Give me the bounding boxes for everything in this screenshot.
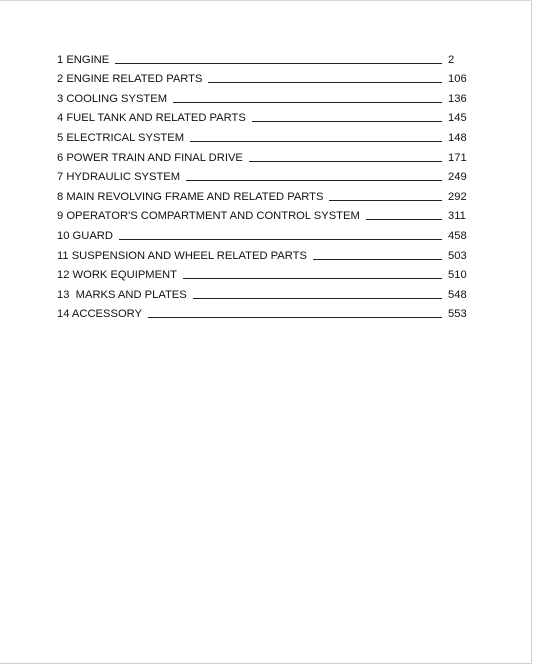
toc-entry-page: 145 <box>448 112 467 125</box>
toc-entry-page: 503 <box>448 249 467 262</box>
toc-entry-operators-compartment[interactable] <box>57 204 468 224</box>
toc-leader-line <box>119 239 442 240</box>
toc-entry-title: 6 POWER TRAIN AND FINAL DRIVE <box>57 151 243 164</box>
toc-leader-line <box>190 141 442 142</box>
toc-leader-line <box>313 259 442 260</box>
toc-leader-line <box>366 219 442 220</box>
toc-leader-line <box>193 298 442 299</box>
toc-entry-page: 292 <box>448 190 467 203</box>
toc-entry-page: 136 <box>448 92 467 105</box>
toc-entry-title: 11 SUSPENSION AND WHEEL RELATED PARTS <box>57 249 307 262</box>
toc-entry-electrical-system[interactable] <box>57 125 468 145</box>
toc-entry-page: 458 <box>448 229 467 242</box>
toc-leader-line <box>183 278 442 279</box>
toc-entry-accessory[interactable] <box>57 302 468 322</box>
toc-entry-title: 2 ENGINE RELATED PARTS <box>57 73 203 86</box>
toc-entry-page: 311 <box>448 210 466 223</box>
toc-entry-page: 148 <box>448 131 467 144</box>
toc-entry-engine-related-parts[interactable] <box>57 67 468 87</box>
toc-entry-page: 249 <box>448 171 467 184</box>
toc-entry-main-revolving-frame[interactable] <box>57 184 468 204</box>
toc-leader-line <box>148 317 442 318</box>
toc-entry-power-train[interactable] <box>57 145 468 165</box>
toc-entry-page: 2 <box>448 53 455 66</box>
toc-entry-fuel-tank[interactable] <box>57 106 468 126</box>
toc-entry-title: 12 WORK EQUIPMENT <box>57 269 177 282</box>
toc-entry-suspension-and-wheel[interactable] <box>57 243 468 263</box>
toc-entry-title: 5 ELECTRICAL SYSTEM <box>57 131 185 144</box>
toc-leader-line <box>252 121 442 122</box>
toc-leader-line <box>329 200 442 201</box>
toc-entry-work-equipment[interactable] <box>57 263 468 283</box>
toc-entry-guard[interactable] <box>57 223 468 243</box>
toc-entry-title: 7 HYDRAULIC SYSTEM <box>57 171 181 184</box>
toc-entry-title: 1 ENGINE <box>57 53 110 66</box>
toc-leader-line <box>173 102 442 103</box>
toc-entry-title: 8 MAIN REVOLVING FRAME AND RELATED PARTS <box>57 190 324 203</box>
toc-entry-page: 548 <box>448 288 467 301</box>
toc-leader-line <box>249 161 442 162</box>
toc-entry-title: 10 GUARD <box>57 229 113 242</box>
table-of-contents <box>57 47 468 321</box>
toc-entry-marks-and-plates[interactable] <box>57 282 468 302</box>
toc-entry-title: 4 FUEL TANK AND RELATED PARTS <box>57 112 246 125</box>
toc-entry-title: 9 OPERATOR'S COMPARTMENT AND CONTROL SYSTEM <box>57 210 360 223</box>
toc-entry-engine[interactable] <box>57 47 468 67</box>
toc-entry-page: 553 <box>448 308 467 321</box>
toc-entry-page: 510 <box>448 269 467 282</box>
toc-entry-title: 14 ACCESSORY <box>57 308 142 321</box>
toc-entry-title: 13 MARKS AND PLATES <box>57 288 187 301</box>
toc-leader-line <box>115 63 442 64</box>
toc-entry-page: 171 <box>448 151 467 164</box>
toc-leader-line <box>208 82 442 83</box>
toc-leader-line <box>186 180 442 181</box>
toc-entry-cooling-system[interactable] <box>57 86 468 106</box>
toc-entry-title: 3 COOLING SYSTEM <box>57 92 168 105</box>
toc-entry-hydraulic-system[interactable] <box>57 165 468 185</box>
toc-entry-page: 106 <box>448 73 467 86</box>
